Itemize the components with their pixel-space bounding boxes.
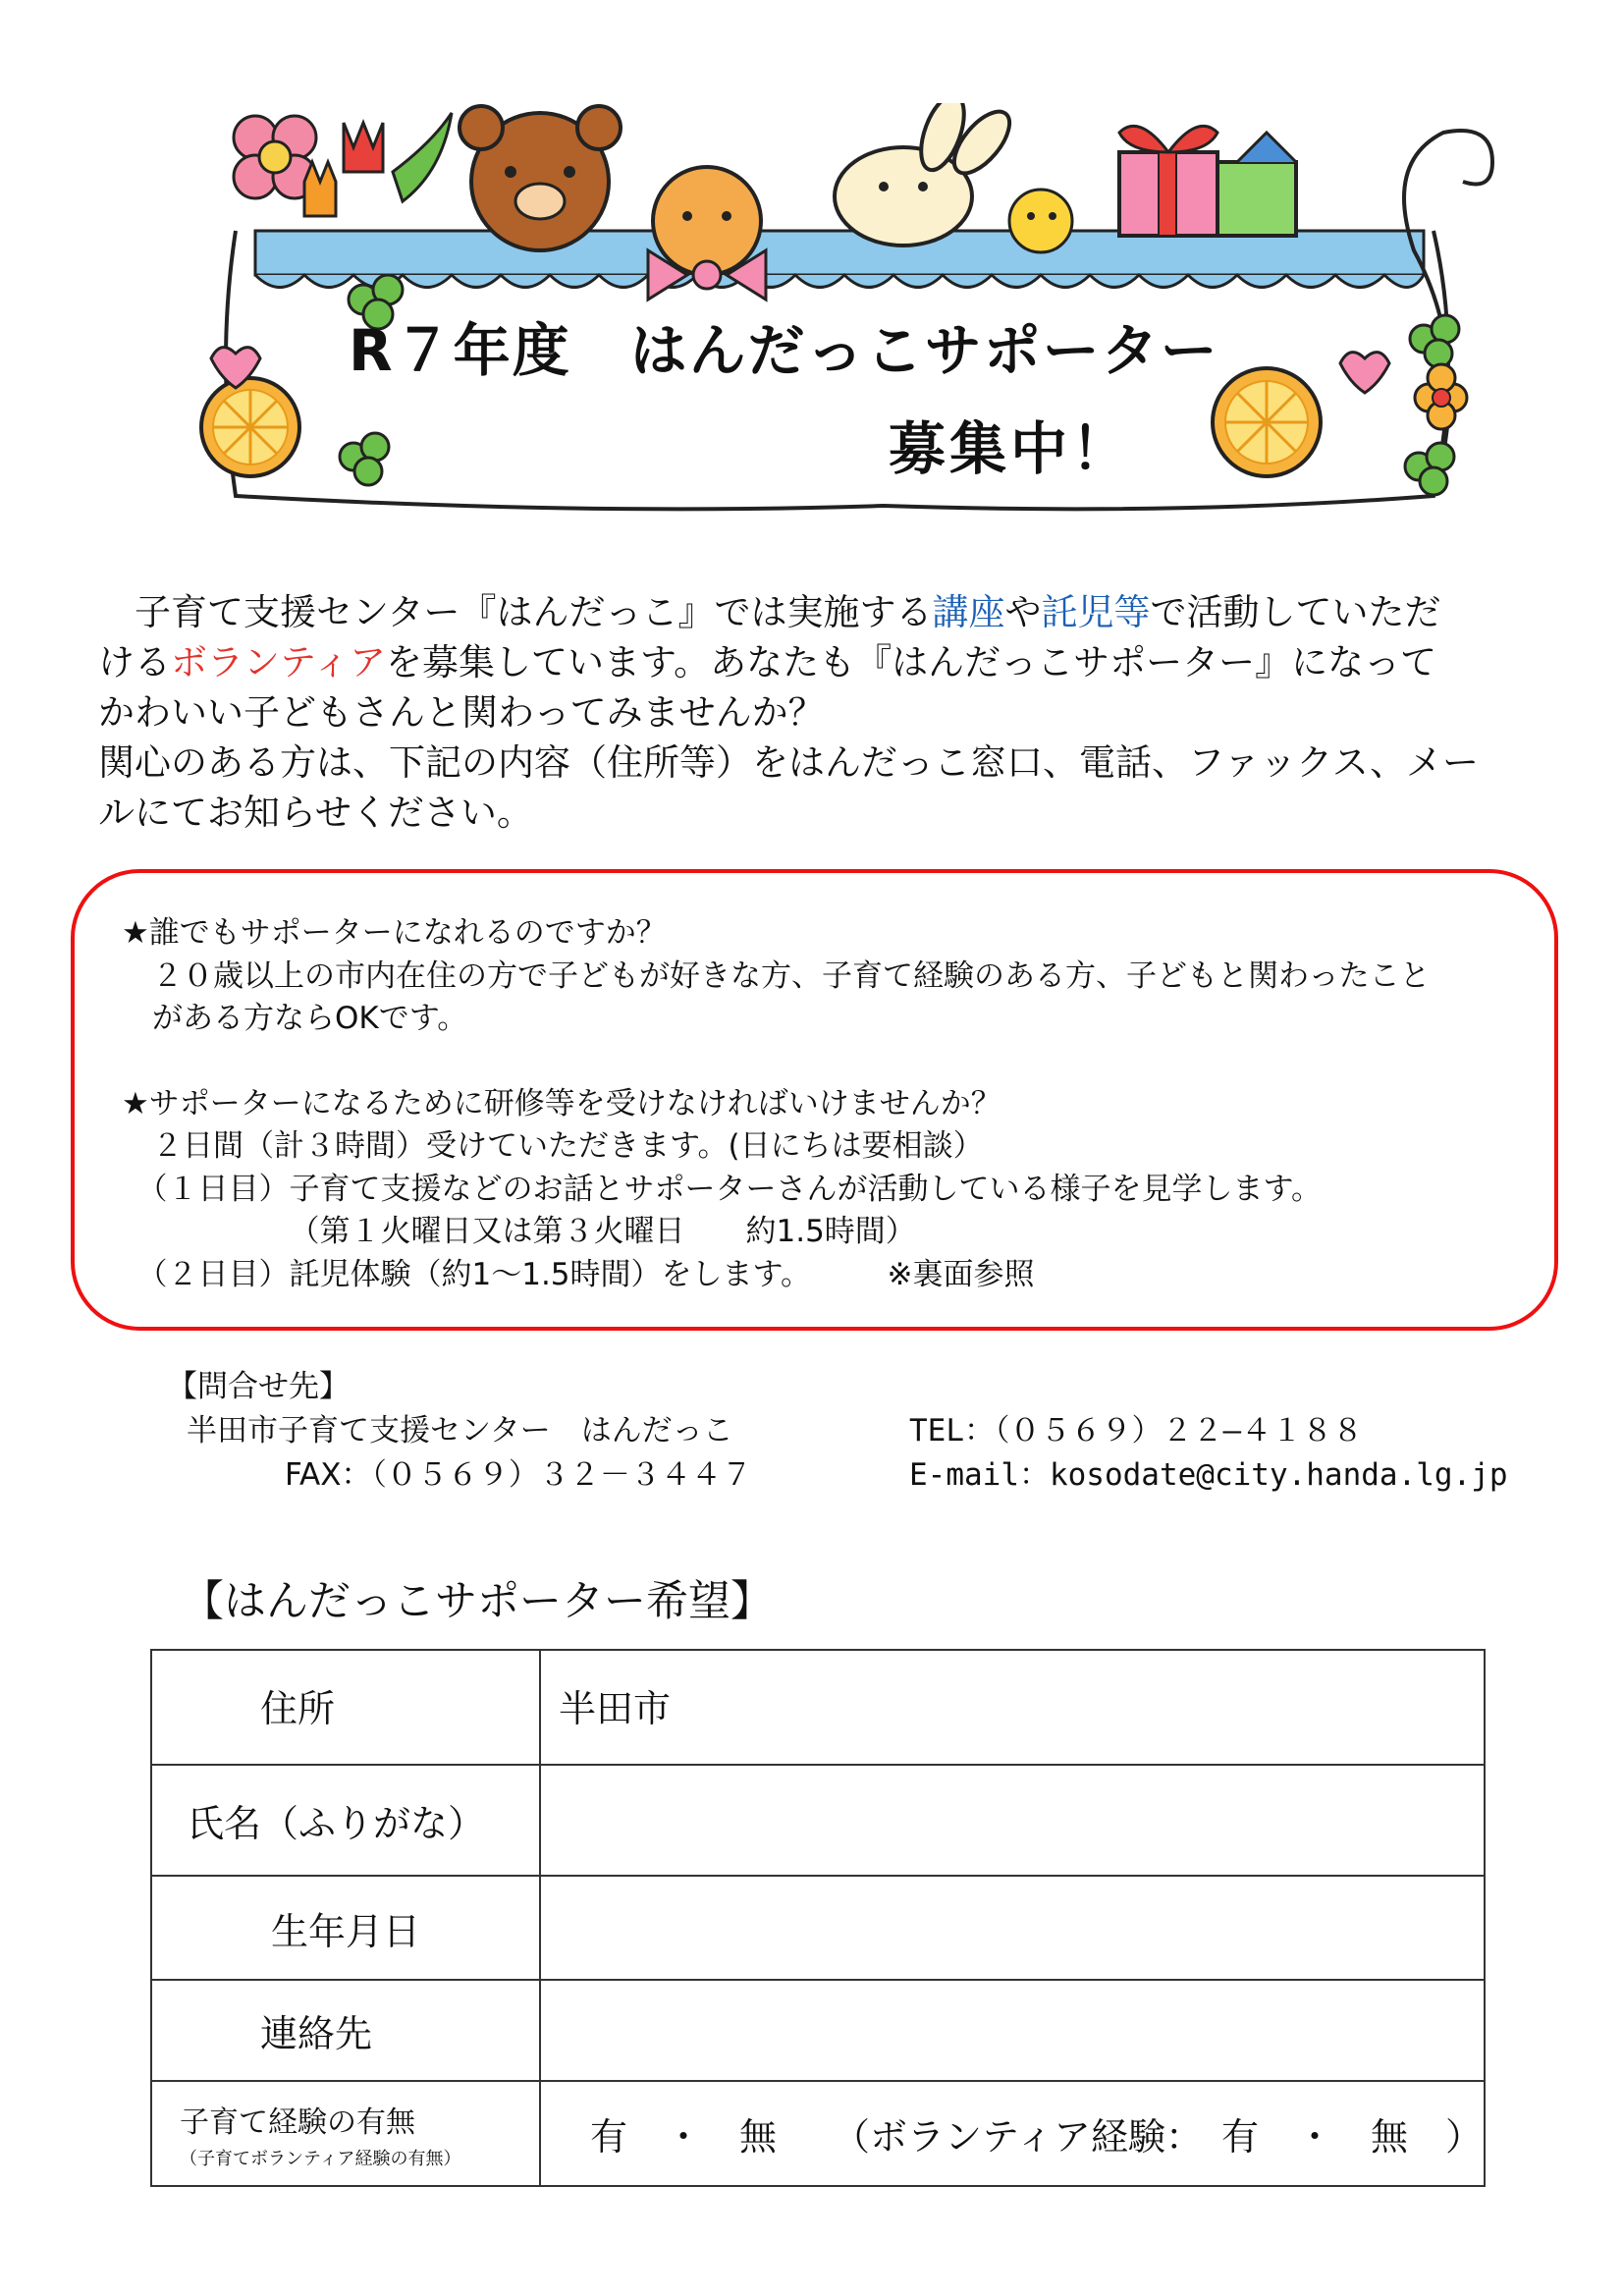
faq-answer-line: ２日間（計３時間）受けていただきます。(日にちは要相談） [122, 1128, 984, 1164]
banner-title [349, 304, 1219, 387]
intro-text: や [1004, 591, 1042, 633]
faq-box [71, 869, 1558, 1331]
intro-line: ルにてお知らせください。 [98, 792, 533, 834]
faq-answer-line: （第１火曜日又は第３火曜日 約1.5時間） [122, 1214, 916, 1249]
highlight-volunteer: ボランティア [171, 641, 387, 683]
intro-text: で活動していただ [1150, 591, 1441, 633]
intro-line [98, 587, 1532, 637]
banner-title-main: はんだっこサポーター [629, 317, 1219, 384]
experience-sublabel: （子育てボランティア経験の有無） [180, 2148, 461, 2169]
birthday-field[interactable] [540, 1876, 1485, 1980]
contact-left [187, 1409, 752, 1498]
heart-icon [1340, 353, 1389, 393]
form-row-contact [151, 1980, 1485, 2081]
banner-title-year: R７年度 [349, 317, 571, 384]
contact-org: 半田市子育て支援センター はんだっこ [187, 1413, 733, 1449]
puppy-icon [653, 167, 761, 275]
tulip-icons [304, 113, 452, 216]
form-row-name [151, 1765, 1485, 1876]
chick-icon [1009, 190, 1072, 252]
faq-answer-line: （１日目）子育て支援などのお話とサポーターさんが活動している様子を見学します。 [122, 1171, 1323, 1207]
contact-field[interactable] [540, 1980, 1485, 2081]
contact-fax: FAX：（０５６９）３２－３４４７ [285, 1457, 752, 1493]
intro-line: かわいい子どもさんと関わってみませんか？ [98, 691, 825, 734]
form-title: 【はんだっこサポーター希望】 [182, 1577, 773, 1626]
highlight-kouza: 講座 [932, 591, 1005, 633]
awning-scallops [255, 275, 1424, 288]
experience-choice[interactable]: 有 ・ 無 （ボランティア経験： 有 ・ 無 ） [540, 2081, 1485, 2186]
faq-answer-line: がある方ならOKです。 [122, 1001, 468, 1036]
intro-line: 関心のある方は、下記の内容（住所等）をはんだっこ窓口、電話、ファックス、メー [98, 741, 1479, 784]
banner-subtitle: 募集中！ [889, 415, 1133, 482]
orange-flower-icon [1415, 364, 1467, 429]
orange-slice-icon [1213, 368, 1321, 476]
intro-line [98, 637, 1532, 687]
intro-text: を募集しています。あなたも『はんだっこサポーター』になって [386, 641, 1437, 683]
name-field[interactable] [540, 1765, 1485, 1876]
faq-question-2: ★サポーターになるために研修等を受けなければいけませんか？ [122, 1085, 1001, 1121]
address-field[interactable]: 半田市 [540, 1650, 1485, 1765]
contact-tel: TEL：（０５６９）２２―４１８８ [909, 1413, 1364, 1449]
contact-email[interactable]: E-mail：kosodate@city.handa.lg.jp [909, 1457, 1508, 1493]
contact-block [167, 1365, 350, 1409]
intro-text: ける [98, 641, 171, 683]
contact-right [909, 1409, 1508, 1498]
faq-answer-line: ２０歳以上の市内在住の方で子どもが好きな方、子育て経験のある方、子どもと関わったこと [122, 957, 1431, 994]
experience-label: 子育て経験の有無 [180, 2105, 415, 2140]
intro-text: 子育て支援センター『はんだっこ』では実施する [98, 591, 933, 633]
application-form [150, 1649, 1486, 2187]
highlight-takuji: 託児等 [1041, 591, 1151, 633]
address-label: 住所 [151, 1650, 540, 1765]
faq-text [122, 912, 1431, 1296]
bear-icon [460, 106, 621, 250]
form-row-address [151, 1650, 1485, 1765]
form-row-birthday [151, 1876, 1485, 1980]
form-row-experience [151, 2081, 1485, 2186]
contact-label: 連絡先 [151, 1980, 540, 2081]
rabbit-icon [835, 103, 1019, 246]
faq-answer-line: （２日目）託児体験（約1～1.5時間）をします。 ※裏面参照 [122, 1256, 1035, 1292]
contact-heading: 【問合せ先】 [167, 1369, 350, 1404]
gift-box-icon [1119, 126, 1296, 236]
birthday-label: 生年月日 [151, 1876, 540, 1980]
name-label: 氏名（ふりがな） [151, 1765, 540, 1876]
experience-label-cell [151, 2081, 540, 2186]
orange-slice-icon [201, 378, 299, 476]
intro-paragraph [98, 587, 1532, 838]
faq-question-1: ★誰でもサポーターになれるのですか？ [122, 915, 667, 951]
